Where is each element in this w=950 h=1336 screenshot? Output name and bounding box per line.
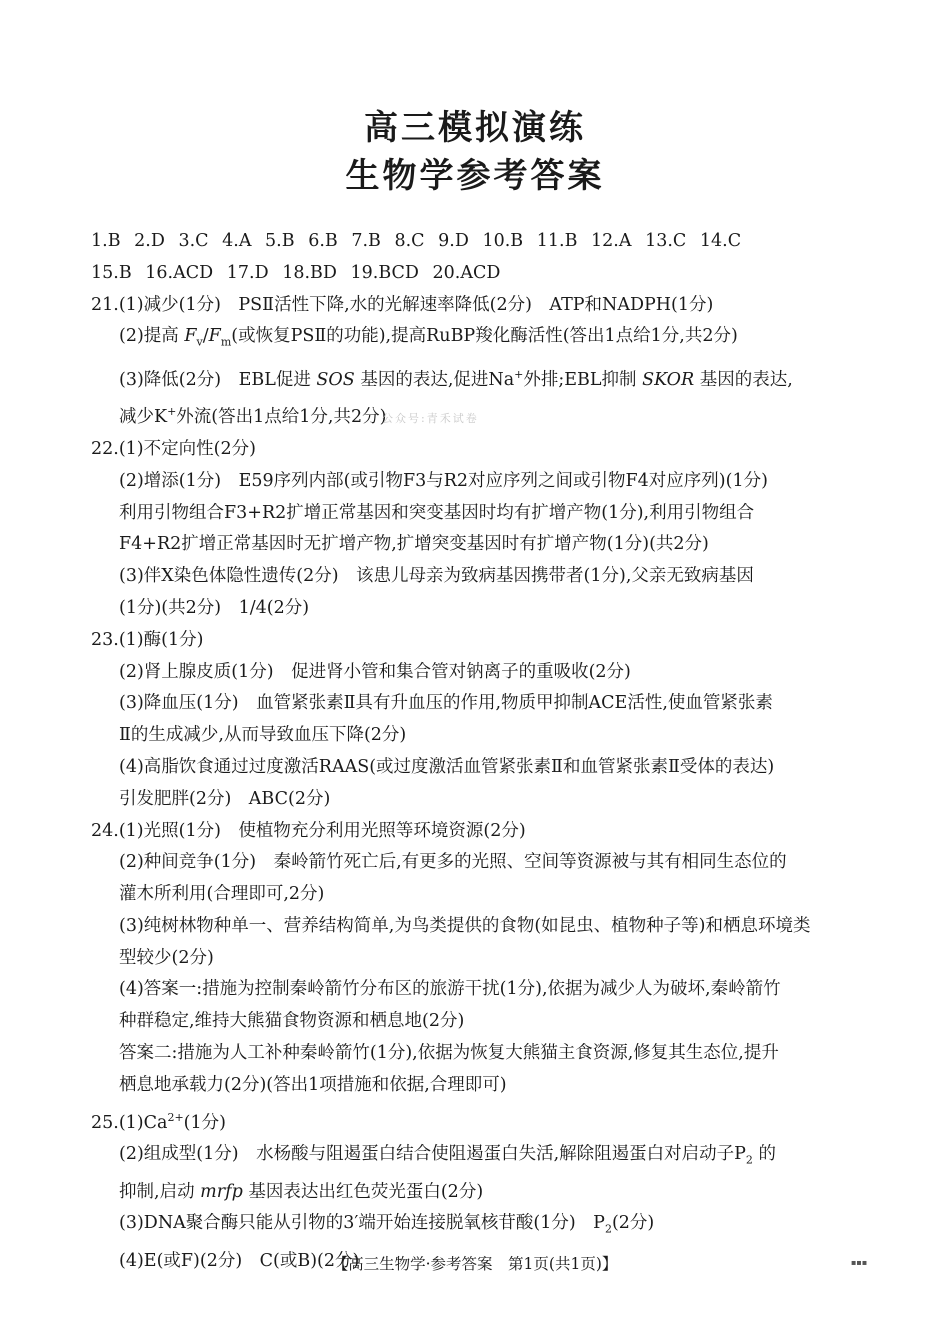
choice-answer: 13.C [645,231,687,251]
fm-symbol: F [208,326,221,347]
q25-text: 25.(1)Ca [91,1112,168,1133]
choice-answer: 15.B [91,262,132,283]
q21-text: 外排;EBL抑制 [523,369,637,390]
q21-line [91,396,871,434]
choice-answer: 7.B [351,231,381,251]
q23-line: 引发肥胖(2分) ABC(2分) [119,788,331,809]
charge-sup: 2+ [167,1110,184,1124]
q22-line: 利用引物组合F3+R2扩增正常基因和突变基因时均有扩增产物(1分),利用引物组合 [119,502,755,523]
q21-text: 减少K [119,407,168,428]
fm-sub: m [220,335,232,349]
q25-text: (2分) [611,1213,655,1234]
q22-line: (2)增添(1分) E59序列内部(或引物F3与R2对应序列之间或引物F4对应序列)(1分) [119,470,768,491]
promoter-sub: 2 [745,1153,753,1167]
q24-line: 24.(1)光照(1分) 使植物充分利用光照等环境资源(2分) [91,820,526,841]
gene-name: mrfp [200,1181,243,1202]
q24-line: 答案二:措施为人工补种秦岭箭竹(1分),依据为恢复大熊猫主食资源,修复其生态位,提升 [119,1043,779,1064]
q23-line: 23.(1)酶(1分) [91,629,204,650]
choice-answer: 8.C [394,231,425,251]
q24-line: 型较少(2分) [119,947,214,968]
q21-text: (2)提高 [119,326,179,347]
choice-answer: 2.D [134,231,165,251]
choice-answer: 3.C [178,231,209,251]
choice-answer: 17.D [226,262,269,283]
q23-line: (4)高脂饮食通过过度激活RAAS(或过度激活血管紧张素Ⅱ和血管紧张素Ⅱ受体的表达) [119,756,775,777]
charge-sup: + [167,405,177,419]
q24-line: 栖息地承载力(2分)(答出1项措施和依据,合理即可) [119,1074,507,1095]
choice-answer: 6.B [308,231,338,251]
q25-line: (4)E(或F)(2分) C(或B)(2分) [119,1250,360,1271]
fv-symbol: F [184,326,197,347]
q21-text: (3)降低(2分) EBL促进 [119,369,311,390]
choice-answer: 1.B [91,231,121,251]
q24-line: (4)答案一:措施为控制秦岭箭竹分布区的旅游干扰(1分),依据为减少人为破坏,秦岭箭竹 [119,979,781,1000]
choice-answer: 16.ACD [145,262,214,283]
choice-answer: 9.D [438,231,469,251]
q25-line [91,1102,871,1140]
title-line-1: 高三模拟演练 [364,108,586,148]
watermark: 公众号:青禾试卷 [382,412,479,425]
q23-line: (3)降血压(1分) 血管紧张素Ⅱ具有升血压的作用,物质甲抑制ACE活性,使血管紧张素 [119,693,773,714]
fv-sub: v [196,335,203,349]
q25-text: 抑制,启动 [119,1181,195,1202]
choice-answer: 18.BD [282,262,337,283]
choice-answer: 5.B [265,231,295,251]
choice-answer: 14.C [699,231,742,251]
q21-text: 基因的表达, [699,369,793,390]
q24-line: 灌木所利用(合理即可,2分) [119,884,325,905]
q21-text: 外流(答出1点给1分,共2分) [176,407,387,428]
title-line-2: 生物学参考答案 [345,156,605,196]
gene-name: SKOR [642,369,695,390]
choice-row-2 [91,258,871,290]
choice-row-1 [91,226,871,258]
q25-text: 基因表达出红色荧光蛋白(2分) [248,1181,484,1202]
q25-text: 的 [758,1144,776,1165]
q25-text: (2)组成型(1分) 水杨酸与阻遏蛋白结合使阻遏蛋白失活,解除阻遏蛋白对启动子P [119,1144,746,1165]
choice-answer: 20.ACD [432,262,501,283]
promoter-sub: 2 [604,1222,612,1236]
q21-line: (2)提高 $F_v/F_m$(或恢复PSⅡ的功能),提高RuBP羧化酶活性(答出1点给1分,共2分) [119,326,738,349]
q22-line: 22.(1)不定向性(2分) [91,438,256,459]
q21-line [91,359,871,397]
q24-line: 种群稳定,维持大熊猫食物资源和栖息地(2分) [119,1011,465,1032]
q25-line [91,1208,871,1245]
answer-content [91,226,871,1277]
q21-text: 基因的表达,促进Na [360,369,515,390]
q23-line: Ⅱ的生成减少,从而导致血压下降(2分) [119,725,407,746]
page-footer: 【高三生物学·参考答案 第1页(共1页)】 [332,1255,618,1273]
q25-line [91,1139,871,1176]
charge-sup: + [514,367,524,381]
corner-mark: ▪▪▪ [851,1258,868,1267]
q25-text: (1分) [183,1112,226,1133]
q21-line: 21.(1)减少(1分) PSⅡ活性下降,水的光解速率降低(2分) ATP和NADPH(1分) [91,294,714,315]
q21-text: (或恢复PSⅡ的功能),提高RuBP羧化酶活性(答出1点给1分,共2分) [231,326,738,347]
gene-name: SOS [316,369,355,390]
q22-line: (3)伴X染色体隐性遗传(2分) 该患儿母亲为致病基因携带者(1分),父亲无致病基因 [119,566,754,587]
q24-line: (2)种间竞争(1分) 秦岭箭竹死亡后,有更多的光照、空间等资源被与其有相同生态位的 [119,852,787,873]
q25-text: (3)DNA聚合酶只能从引物的3′端开始连接脱氧核苷酸(1分) P [119,1213,605,1234]
q22-line: F4+R2扩增正常基因时无扩增产物,扩增突变基因时有扩增产物(1分)(共2分) [119,534,709,555]
choice-answer: 12.A [591,231,632,251]
q24-line: (3)纯树林物种单一、营养结构简单,为鸟类提供的食物(如昆虫、植物种子等)和栖息环境类 [119,915,811,936]
q23-line: (2)肾上腺皮质(1分) 促进肾小管和集合管对钠离子的重吸收(2分) [119,661,631,682]
choice-answer: 4.A [222,231,252,251]
choice-answer: 10.B [482,231,524,251]
choice-answer: 19.BCD [350,262,419,283]
q25-line [91,1177,871,1209]
q22-line: (1分)(共2分) 1/4(2分) [119,597,310,618]
choice-answer: 11.B [536,231,578,251]
